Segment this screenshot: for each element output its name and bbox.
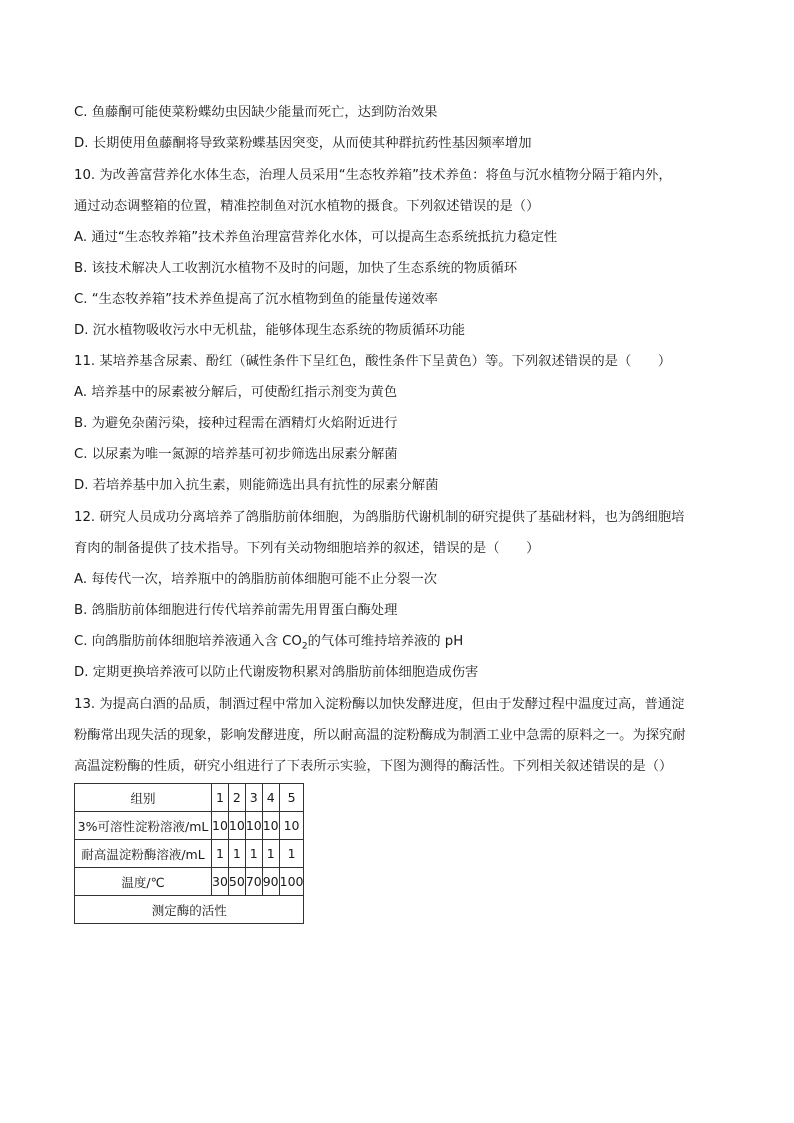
experiment-table	[74, 783, 304, 924]
q11-option-c: C. 以尿素为唯一氮源的培养基可初步筛选出尿素分解菌	[74, 447, 398, 462]
q10-stem-line2: 通过动态调整箱的位置，精准控制鱼对沉水植物的摄食。下列叙述错误的是（）	[74, 199, 540, 214]
q10-option-a: A. 通过“生态牧养箱”技术养鱼治理富营养化水体，可以提高生态系统抵抗力稳定性	[74, 230, 558, 245]
value-cell: 10	[212, 812, 229, 840]
footer-cell: 测定酶的活性	[75, 896, 304, 924]
q13-stem-line2: 粉酶常出现失活的现象，影响发酵进度，所以耐高温的淀粉酶成为制酒工业中急需的原料之一。为探究耐	[74, 728, 686, 743]
value-cell: 1	[228, 840, 245, 868]
table-row	[75, 896, 304, 924]
group-cell: 1	[212, 784, 229, 812]
q10-option-b: B. 该技术解决人工收割沉水植物不及时的问题，加快了生态系统的物质循环	[74, 261, 518, 276]
q10-stem-line1: 10. 为改善富营养化水体生态，治理人员采用“生态牧养箱”技术养鱼：将鱼与沉水植物分隔于箱内外，	[74, 168, 672, 183]
table-row	[75, 840, 304, 868]
q11-stem: 11. 某培养基含尿素、酚红（碱性条件下呈红色，酸性条件下呈黄色）等。下列叙述错误的是（ ）	[74, 354, 672, 369]
q12-option-c-part2: 的气体可维持培养液的 pH	[307, 634, 464, 649]
table-row	[75, 784, 304, 812]
group-cell: 2	[228, 784, 245, 812]
q10-option-d: D. 沉水植物吸收污水中无机盐，能够体现生态系统的物质循环功能	[74, 323, 466, 338]
value-cell: 100	[279, 868, 304, 896]
value-cell: 10	[228, 812, 245, 840]
q9-option-c: C. 鱼藤酮可能使菜粉蝶幼虫因缺少能量而死亡，达到防治效果	[74, 105, 438, 120]
q12-option-c-part1: C. 向鸽脂肪前体细胞培养液通入含 CO	[74, 634, 302, 649]
group-cell: 3	[245, 784, 262, 812]
value-cell: 10	[279, 812, 304, 840]
table-row	[75, 812, 304, 840]
q12-stem-line1: 12. 研究人员成功分离培养了鸽脂肪前体细胞，为鸽脂肪代谢机制的研究提供了基础材料，也为鸽细胞培	[74, 510, 685, 525]
q12-option-c	[74, 633, 734, 656]
q13-stem-line1: 13. 为提高白酒的品质，制酒过程中常加入淀粉酶以加快发酵进度，但由于发酵过程中温度过高，普通淀	[74, 697, 685, 712]
value-cell: 90	[262, 868, 279, 896]
row-label-cell: 3%可溶性淀粉溶液/mL	[75, 812, 212, 840]
q11-option-d: D. 若培养基中加入抗生素，则能筛选出具有抗性的尿素分解菌	[74, 478, 439, 493]
co2-subscript: 2	[301, 641, 308, 652]
value-cell: 1	[212, 840, 229, 868]
value-cell: 50	[228, 868, 245, 896]
q9-option-d: D. 长期使用鱼藤酮将导致菜粉蝶基因突变，从而使其种群抗药性基因频率增加	[74, 136, 532, 151]
group-cell: 5	[279, 784, 304, 812]
q10-option-c: C. “生态牧养箱”技术养鱼提高了沉水植物到鱼的能量传递效率	[74, 292, 438, 307]
row-label-cell: 温度/℃	[75, 868, 212, 896]
value-cell: 1	[262, 840, 279, 868]
row-label-cell: 耐高温淀粉酶溶液/mL	[75, 840, 212, 868]
value-cell: 1	[245, 840, 262, 868]
q11-option-a: A. 培养基中的尿素被分解后，可使酚红指示剂变为黄色	[74, 385, 398, 400]
q12-option-b: B. 鸽脂肪前体细胞进行传代培养前需先用胃蛋白酶处理	[74, 603, 398, 618]
table-row	[75, 868, 304, 896]
value-cell: 10	[262, 812, 279, 840]
q12-option-d: D. 定期更换培养液可以防止代谢废物积累对鸽脂肪前体细胞造成伤害	[74, 665, 479, 680]
group-cell: 4	[262, 784, 279, 812]
q12-option-a: A. 每传代一次，培养瓶中的鸽脂肪前体细胞可能不止分裂一次	[74, 572, 438, 587]
value-cell: 10	[245, 812, 262, 840]
q12-stem-line2: 育肉的制备提供了技术指导。下列有关动物细胞培养的叙述，错误的是（ ）	[74, 541, 540, 556]
header-label-cell: 组别	[75, 784, 212, 812]
q11-option-b: B. 为避免杂菌污染，接种过程需在酒精灯火焰附近进行	[74, 416, 398, 431]
value-cell: 30	[212, 868, 229, 896]
value-cell: 70	[245, 868, 262, 896]
q13-stem-line3: 高温淀粉酶的性质，研究小组进行了下表所示实验，下图为测得的酶活性。下列相关叙述错误的是（）	[74, 759, 673, 774]
value-cell: 1	[279, 840, 304, 868]
